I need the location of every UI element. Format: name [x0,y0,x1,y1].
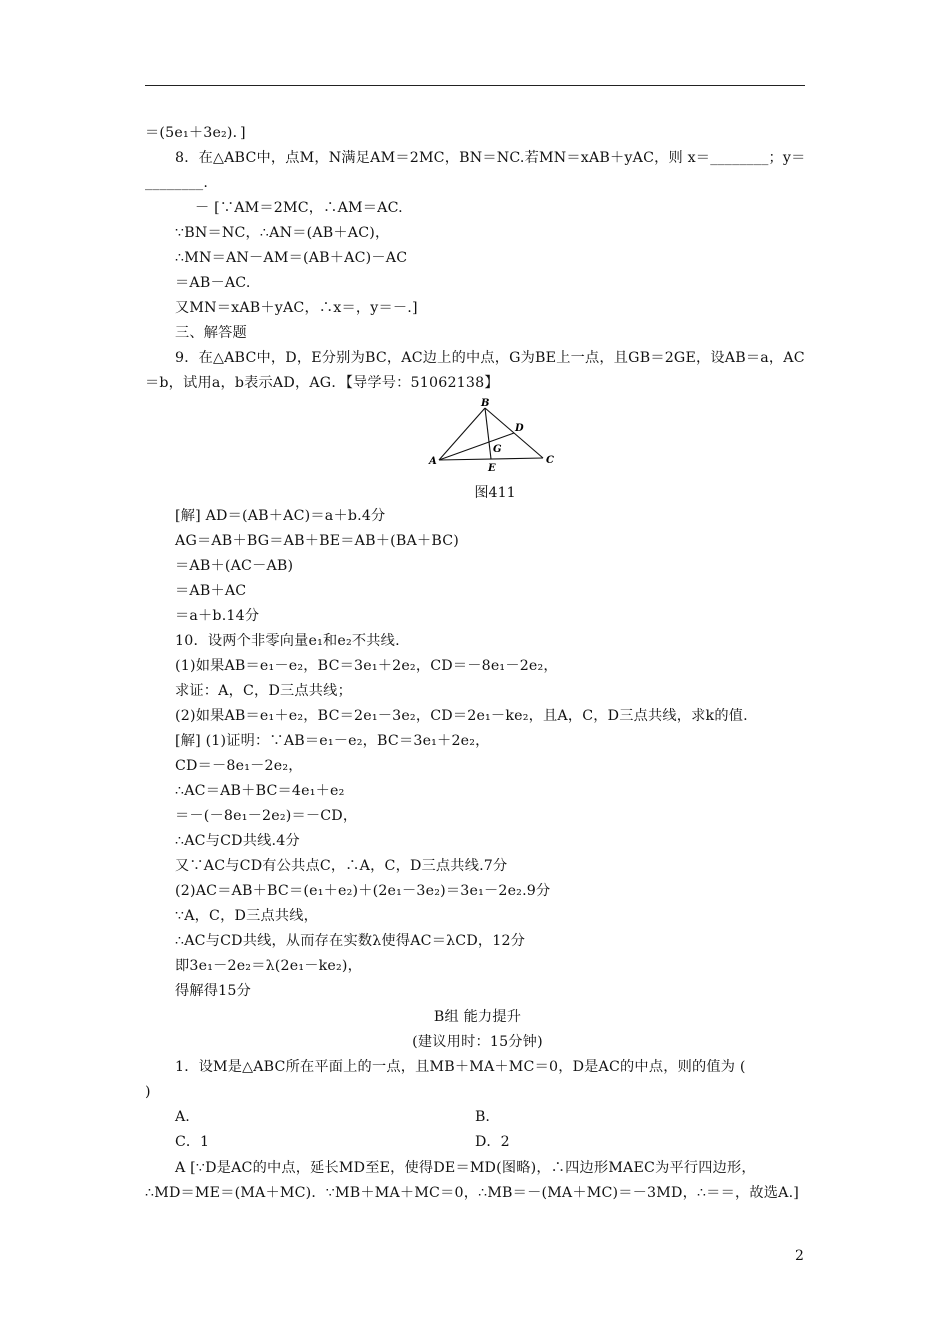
text-line: CD＝－8e₁－2e₂， [175,758,303,774]
label-b: B [481,398,490,409]
text-line: 求证：A，C，D三点共线； [175,683,352,699]
text-line: ＝(5e₁＋3e₂)．] [145,125,246,141]
text-line: ∴MN＝AN－AM＝(AB＋AC)－AC [175,250,408,266]
text-line: 又∵AC与CD有公共点C，∴A，C，D三点共线.7分 [175,858,508,874]
text-line: (2)AC＝AB＋BC＝(e₁＋e₂)＋(2e₁－3e₂)＝3e₁－2e₂.9分 [175,883,551,899]
page-number: 2 [795,1248,804,1264]
text-line: ∴AC与CD共线，从而存在实数λ使得AC＝λCD，12分 [175,933,526,949]
text-line: ∵BN＝NC，∴AN＝(AB＋AC)， [175,225,390,241]
text-line: ) [145,1084,151,1100]
answer-b1: A [∵D是AC的中点，延长MD至E，使得DE＝MD(图略)，∴四边形MAEC为平行四边形， [175,1160,756,1176]
text-line: AG＝AB＋BG＝AB＋BE＝AB＋(BA＋BC) [175,533,459,549]
option-d: D．2 [475,1134,510,1150]
text-line: ＝a＋b.14分 [175,608,260,624]
solution-9: [解] AD＝(AB＋AC)＝a＋b.4分 [175,508,386,524]
text-line: ＝b，试用a，b表示AD，AG．【导学号：51062138】 [145,375,499,391]
text-line: (2)如果AB＝e₁＋e₂，BC＝2e₁－3e₂，CD＝2e₁－ke₂，且A，C，D三点共线，求k的值. [175,708,748,724]
answer-8: － [∵AM＝2MC，∴AM＝AC. [195,200,403,216]
question-9: 9．在△ABC中，D，E分别为BC，AC边上的中点，G为BE上一点，且GB＝2GE，设AB＝a，AC [175,350,805,366]
group-heading: B组 能力提升 [433,1009,522,1025]
label-e: E [488,463,496,474]
suggested-time: (建议用时：15分钟) [412,1034,543,1050]
text-line: ＝AB＋(AC－AB) [175,558,294,574]
option-c: C．1 [175,1134,210,1150]
text-line: 得解得15分 [175,983,252,999]
option-a: A. [175,1109,190,1125]
text-line: ＝AB－AC. [175,275,251,291]
text-line: ＝AB＋AC [175,583,247,599]
text-line: ∵A，C，D三点共线， [175,908,319,924]
text-line: ∴AC＝AB＋BC＝4e₁＋e₂ [175,783,345,799]
text-line: ＝－(－8e₁－2e₂)＝－CD， [175,808,358,824]
label-d: D [515,423,524,434]
question-8: 8．在△ABC中，点M，N满足AM＝2MC，BN＝NC.若MN＝xAB＋yAC，则 x＝________；y＝ [175,150,806,166]
question-b1: 1．设M是△ABC所在平面上的一点，且MB＋MA＋MC＝0，D是AC的中点，则的值为 ( [175,1059,746,1075]
solution-10: [解] (1)证明：∵AB＝e₁－e₂，BC＝3e₁＋2e₂， [175,733,490,749]
figure-caption: 图411 [474,485,516,501]
text-line: ∴AC与CD共线.4分 [175,833,300,849]
triangle-figure [425,398,565,474]
option-b: B. [475,1109,490,1125]
text-line: 又MN＝xAB＋yAC，∴x＝，y＝－.] [175,300,418,316]
question-10: 10．设两个非零向量e₁和e₂不共线. [175,633,400,649]
text-line: ________. [145,175,209,191]
text-line: ∴MD＝ME＝(MA＋MC)．∵MB＋MA＋MC＝0，∴MB＝－(MA＋MC)＝－3MD，∴＝＝，故选A.] [145,1185,800,1201]
header-rule [145,85,805,86]
label-c: C [546,455,554,466]
text-line: 即3e₁－2e₂＝λ(2e₁－ke₂)， [175,958,363,974]
text-line: (1)如果AB＝e₁－e₂，BC＝3e₁＋2e₂，CD＝－8e₁－2e₂， [175,658,558,674]
segment-be [485,408,491,459]
label-g: G [493,444,502,455]
label-a: A [429,456,437,467]
section-heading: 三、解答题 [175,325,247,341]
